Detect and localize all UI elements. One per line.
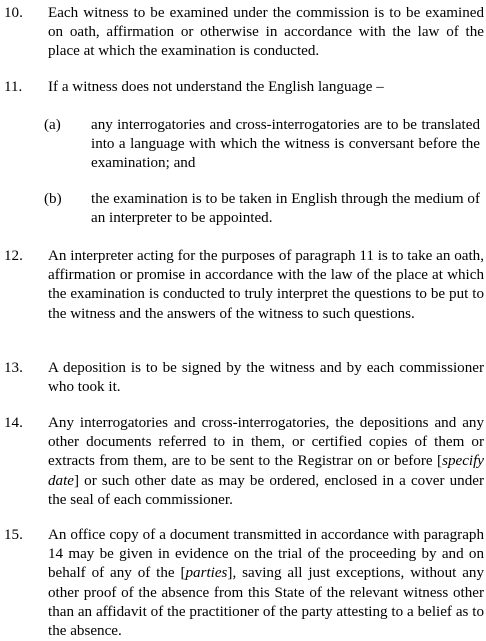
subparagraph-a <box>44 116 480 174</box>
paragraph-15 <box>4 526 484 641</box>
paragraph-text: An office copy of a document transmitted in accordance with paragraph 14 may be given in evidence on the trial of the proceeding by and on behalf of any of the [parties], saving all just exceptions, without any other proof of the absence from this State of the relevant witness other than an affidavit of the practitioner of the party attesting to a belief as to the absence. <box>48 527 484 640</box>
placeholder-parties: parties <box>185 565 228 582</box>
paragraph-text: Any interrogatories and cross-interrogatories, the depositions and any other documents referred to in them, or certified copies of them or extracts from them, are to be sent to the Registrar on or before [specify date] or such other date as may be ordered, enclosed in a cover under the seal of each commissioner. <box>48 415 484 508</box>
paragraph-13 <box>4 359 484 397</box>
subparagraph-b <box>44 190 480 228</box>
paragraph-number: 14. <box>4 415 23 431</box>
paragraph-14 <box>4 414 484 510</box>
paragraph-number: 15. <box>4 527 23 543</box>
paragraph-text: A deposition is to be signed by the witness and by each commissioner who took it. <box>48 360 484 396</box>
subparagraph-label: (a) <box>44 117 61 133</box>
subparagraph-text: any interrogatories and cross-interrogatories are to be translated into a language with which the witness is conversant before the examination; and <box>91 117 480 172</box>
subparagraph-label: (b) <box>44 191 62 207</box>
paragraph-number: 13. <box>4 360 23 376</box>
paragraph-10 <box>4 4 484 62</box>
paragraph-number: 12. <box>4 248 23 264</box>
paragraph-number: 11. <box>4 79 23 95</box>
paragraph-12 <box>4 247 484 324</box>
subparagraph-text: the examination is to be taken in English through the medium of an interpreter to be appointed. <box>91 191 480 227</box>
paragraph-number: 10. <box>4 5 23 21</box>
paragraph-text: If a witness does not understand the English language – <box>48 79 384 95</box>
paragraph-11 <box>4 78 484 97</box>
placeholder-specify-date: specify date <box>48 453 484 489</box>
paragraph-text: Each witness to be examined under the commission is to be examined on oath, affirmation or otherwise in accordance with the law of the place at which the examination is conducted. <box>48 5 484 60</box>
paragraph-text: An interpreter acting for the purposes of paragraph 11 is to take an oath, affirmation or promise in accordance with the law of the place at which the examination is conducted to truly interpret the questions to be put to the witness and the answers of the witness to such questions. <box>48 248 484 322</box>
